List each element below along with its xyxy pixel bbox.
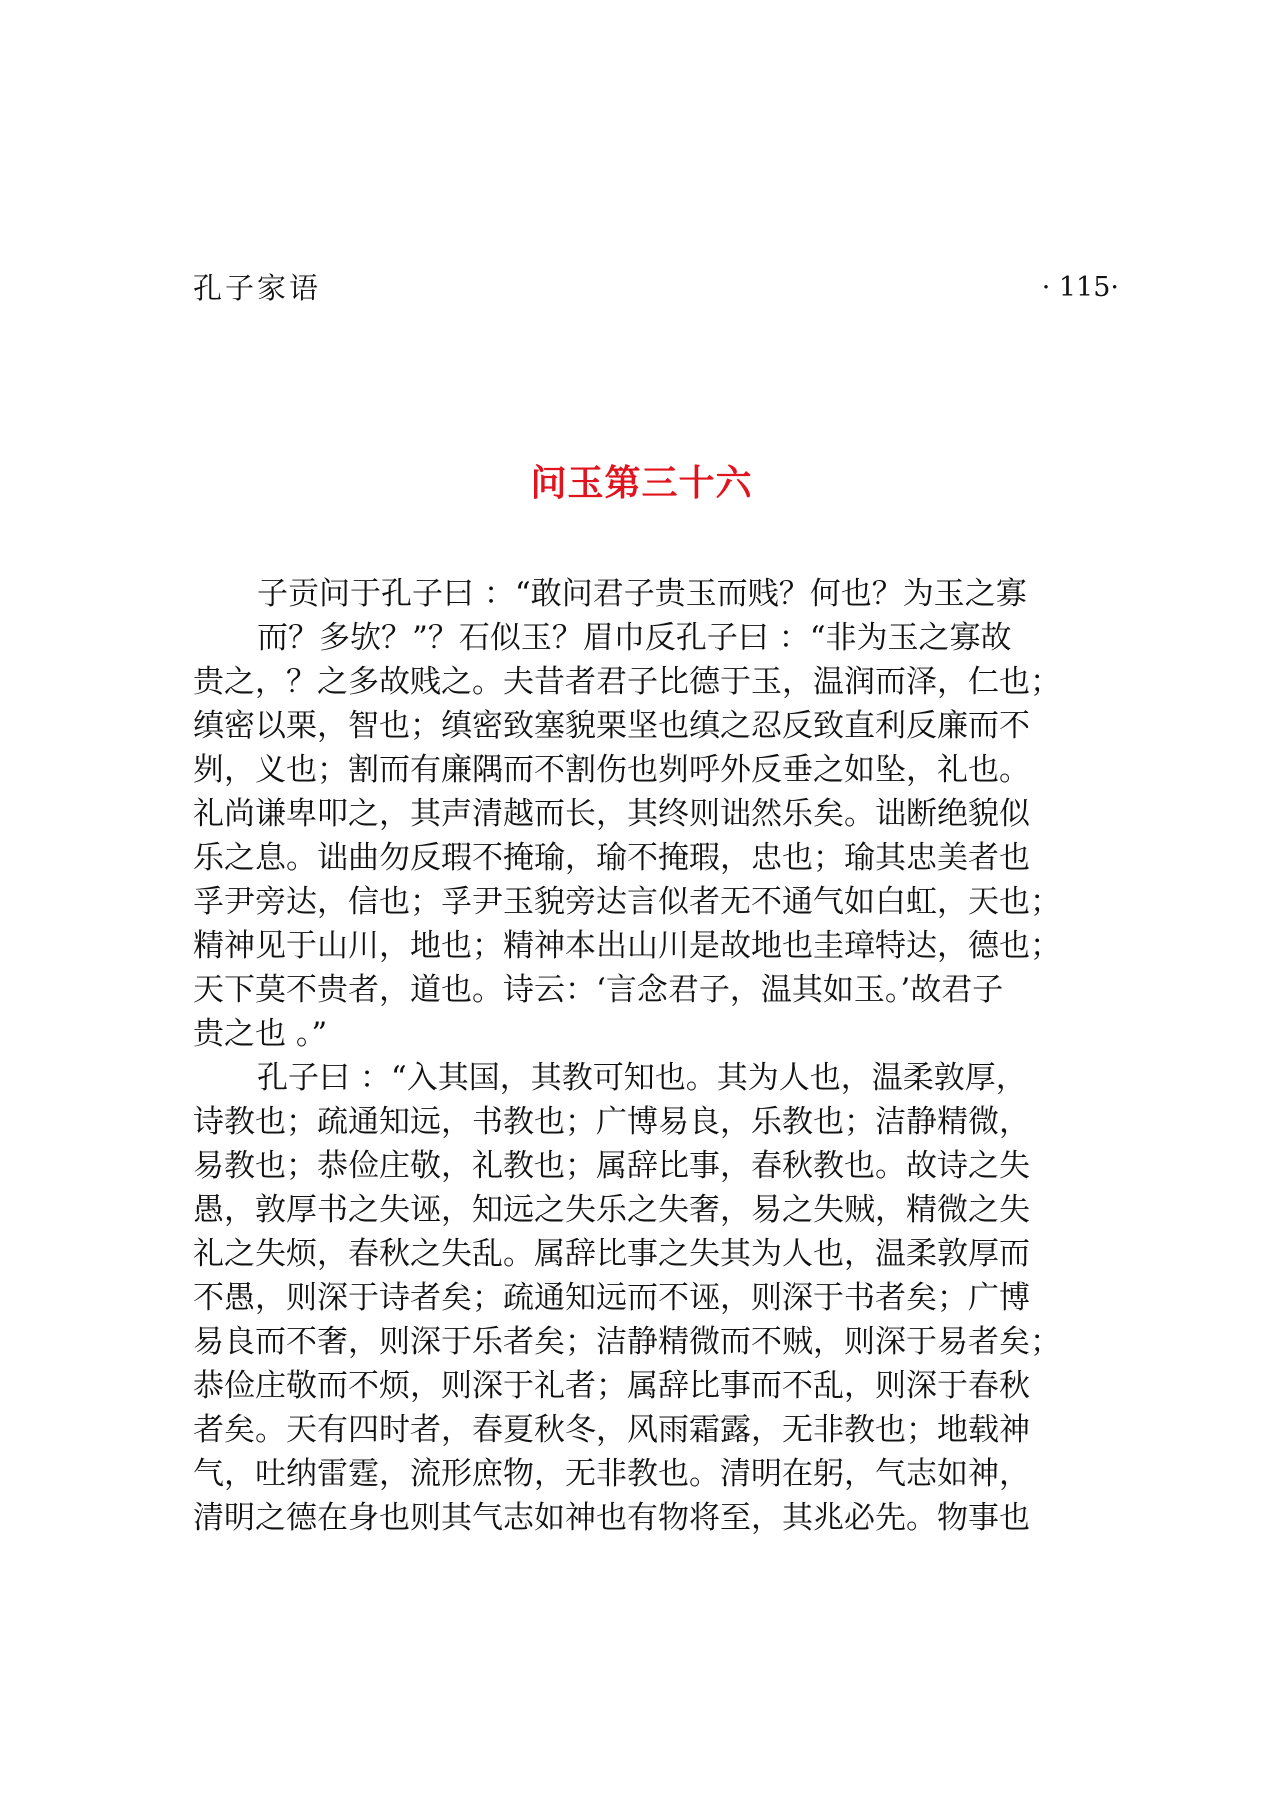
- text-line: 贵之也 。”: [193, 1016, 328, 1052]
- text-line: 贵之，？之多故贱之。夫昔者君子比德于玉，温润而泽，仁也；: [193, 664, 1061, 700]
- running-head: [193, 268, 1119, 308]
- text-line: 刿，义也；割而有廉隅而不割伤也刿呼外反垂之如坠，礼也。: [193, 752, 1030, 788]
- text-line: 清明之德在身也则其气志如神也有物将至，其兆必先。物事也: [193, 1500, 1030, 1536]
- text-line: 诗教也；疏通知远，书教也；广博易良，乐教也；洁静精微，: [193, 1104, 1030, 1140]
- text-line: 礼之失烦，春秋之失乱。属辞比事之失其为人也，温柔敦厚而: [193, 1236, 1030, 1272]
- text-line: 不愚，则深于诗者矣；疏通知远而不诬，则深于书者矣；广博: [193, 1280, 1030, 1316]
- text-line: 恭俭庄敬而不烦，则深于礼者；属辞比事而不乱，则深于春秋: [193, 1368, 1030, 1404]
- text-line: 易良而不奢，则深于乐者矣；洁静精微而不贼，则深于易者矣；: [193, 1324, 1061, 1360]
- text-line: 子贡问于孔子曰 ：“敢问君子贵玉而贱？何也？为玉之寡: [257, 576, 1027, 612]
- body-text: [193, 572, 1119, 1540]
- page-number: · 115·: [1041, 272, 1119, 303]
- book-title: 孔子家语: [193, 271, 322, 305]
- text-line: 缜密以栗，智也；缜密致塞貌栗坚也缜之忍反致直利反廉而不: [193, 708, 1030, 744]
- text-line: 礼尚谦卑叩之，其声清越而长，其终则诎然乐矣。诎断绝貌似: [193, 796, 1030, 832]
- text-line: 气，吐纳雷霆，流形庶物，无非教也。清明在躬，气志如神，: [193, 1456, 1030, 1492]
- text-line: 者矣。天有四时者，春夏秋冬，风雨霜露，无非教也；地载神: [193, 1412, 1030, 1448]
- text-line: 孔子曰 ：“入其国，其教可知也。其为人也，温柔敦厚，: [257, 1060, 1027, 1096]
- text-line: 而？多欤？”？石似玉？眉巾反孔子曰 ：“非为玉之寡故: [257, 620, 1012, 656]
- text-line: 乐之息。诎曲勿反瑕不掩瑜，瑜不掩瑕，忠也；瑜其忠美者也: [193, 840, 1030, 876]
- text-line: 孚尹旁达，信也；孚尹玉貌旁达言似者无不通气如白虹，天也；: [193, 884, 1061, 920]
- chapter-title: 问玉第三十六: [530, 463, 753, 504]
- text-line: 愚，敦厚书之失诬，知远之失乐之失奢，易之失贼，精微之失: [193, 1192, 1030, 1228]
- text-line: 天下莫不贵者，道也。诗云：‘言念君子，温其如玉。’故君子: [193, 972, 1004, 1008]
- text-line: 精神见于山川，地也；精神本出山川是故地也圭璋特达，德也；: [193, 928, 1061, 964]
- text-line: 易教也；恭俭庄敬，礼教也；属辞比事，春秋教也。故诗之失: [193, 1148, 1030, 1184]
